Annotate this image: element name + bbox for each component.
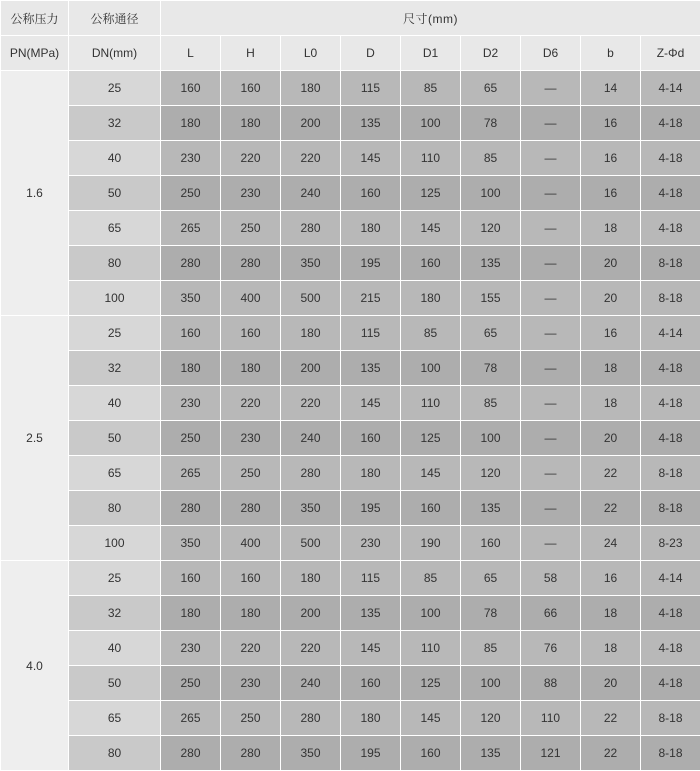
data-cell-Z-Φd: 4-18: [641, 211, 700, 246]
table-row: [1, 456, 700, 491]
data-cell-b: 18: [581, 596, 641, 631]
data-cell-H: 230: [221, 176, 281, 211]
data-cell-b: 16: [581, 176, 641, 211]
data-cell-L0: 280: [281, 456, 341, 491]
header-col-L0: L0: [281, 36, 341, 71]
data-cell-b: 18: [581, 211, 641, 246]
data-cell-b: 16: [581, 561, 641, 596]
data-cell-L0: 280: [281, 701, 341, 736]
table-row: [1, 316, 700, 351]
data-cell-D6: 121: [521, 736, 581, 771]
data-cell-D2: 100: [461, 176, 521, 211]
data-cell-Z-Φd: 8-18: [641, 456, 700, 491]
data-cell-D2: 78: [461, 106, 521, 141]
data-cell-L0: 350: [281, 491, 341, 526]
data-cell-H: 250: [221, 211, 281, 246]
data-cell-D: 230: [341, 526, 401, 561]
data-cell-D6: —: [521, 246, 581, 281]
data-cell-L0: 200: [281, 596, 341, 631]
data-cell-H: 400: [221, 526, 281, 561]
dn-cell: 25: [69, 561, 161, 596]
table-row: [1, 141, 700, 176]
header-col-D2: D2: [461, 36, 521, 71]
data-cell-L: 230: [161, 386, 221, 421]
data-cell-L0: 180: [281, 71, 341, 106]
dn-cell: 25: [69, 71, 161, 106]
data-cell-D: 180: [341, 701, 401, 736]
dn-cell: 50: [69, 666, 161, 701]
data-cell-D2: 78: [461, 351, 521, 386]
data-cell-L0: 200: [281, 106, 341, 141]
data-cell-Z-Φd: 8-18: [641, 736, 700, 771]
data-cell-D1: 100: [401, 106, 461, 141]
table-row: [1, 666, 700, 701]
data-cell-Z-Φd: 4-18: [641, 666, 700, 701]
data-cell-H: 160: [221, 316, 281, 351]
data-cell-L: 280: [161, 736, 221, 771]
table-row: [1, 281, 700, 316]
data-cell-L: 280: [161, 491, 221, 526]
data-cell-D2: 85: [461, 141, 521, 176]
data-cell-L: 180: [161, 351, 221, 386]
data-cell-L: 250: [161, 666, 221, 701]
data-cell-D6: 76: [521, 631, 581, 666]
data-cell-D6: —: [521, 456, 581, 491]
data-cell-D: 160: [341, 176, 401, 211]
data-cell-L: 160: [161, 316, 221, 351]
data-cell-L0: 350: [281, 736, 341, 771]
data-cell-Z-Φd: 8-18: [641, 246, 700, 281]
data-cell-L: 160: [161, 561, 221, 596]
data-cell-D1: 125: [401, 176, 461, 211]
table-row: [1, 491, 700, 526]
data-cell-H: 180: [221, 351, 281, 386]
data-cell-D6: —: [521, 351, 581, 386]
data-cell-H: 220: [221, 631, 281, 666]
data-cell-L: 180: [161, 106, 221, 141]
dn-cell: 80: [69, 491, 161, 526]
dn-cell: 32: [69, 106, 161, 141]
header-pn-label-top: 公称压力: [1, 1, 69, 36]
data-cell-D1: 85: [401, 561, 461, 596]
table-row: [1, 351, 700, 386]
data-cell-D1: 110: [401, 141, 461, 176]
data-cell-L: 350: [161, 526, 221, 561]
data-cell-D1: 100: [401, 351, 461, 386]
data-cell-D2: 65: [461, 71, 521, 106]
table-row: [1, 386, 700, 421]
data-cell-b: 22: [581, 456, 641, 491]
data-cell-D6: —: [521, 526, 581, 561]
data-cell-D1: 85: [401, 316, 461, 351]
data-cell-D2: 135: [461, 246, 521, 281]
data-cell-H: 220: [221, 141, 281, 176]
data-cell-b: 22: [581, 736, 641, 771]
dn-cell: 100: [69, 526, 161, 561]
pn-group-cell: 4.0: [1, 561, 69, 771]
data-cell-D2: 120: [461, 211, 521, 246]
table-row: [1, 71, 700, 106]
dn-cell: 65: [69, 211, 161, 246]
data-cell-D1: 145: [401, 211, 461, 246]
data-cell-b: 20: [581, 421, 641, 456]
data-cell-D: 195: [341, 246, 401, 281]
header-dn-label-top: 公称通径: [69, 1, 161, 36]
data-cell-D: 135: [341, 596, 401, 631]
data-cell-D6: —: [521, 141, 581, 176]
data-cell-b: 22: [581, 491, 641, 526]
data-cell-D2: 100: [461, 666, 521, 701]
header-col-L: L: [161, 36, 221, 71]
data-cell-D2: 78: [461, 596, 521, 631]
data-cell-H: 230: [221, 666, 281, 701]
data-cell-D: 160: [341, 666, 401, 701]
data-cell-D1: 160: [401, 736, 461, 771]
dn-cell: 80: [69, 736, 161, 771]
data-cell-Z-Φd: 4-18: [641, 421, 700, 456]
data-cell-L0: 220: [281, 141, 341, 176]
data-cell-D6: —: [521, 316, 581, 351]
table-row: [1, 526, 700, 561]
data-cell-Z-Φd: 4-18: [641, 386, 700, 421]
dn-cell: 32: [69, 351, 161, 386]
data-cell-H: 160: [221, 71, 281, 106]
data-cell-b: 18: [581, 386, 641, 421]
data-cell-D: 195: [341, 736, 401, 771]
data-cell-H: 280: [221, 736, 281, 771]
data-cell-D6: 66: [521, 596, 581, 631]
data-cell-b: 20: [581, 246, 641, 281]
data-cell-D: 145: [341, 386, 401, 421]
data-cell-Z-Φd: 8-18: [641, 491, 700, 526]
header-row-sub: [1, 36, 700, 71]
data-cell-D: 115: [341, 71, 401, 106]
table-row: [1, 596, 700, 631]
data-cell-D1: 125: [401, 666, 461, 701]
data-cell-L0: 280: [281, 211, 341, 246]
data-cell-D2: 135: [461, 491, 521, 526]
data-cell-D1: 190: [401, 526, 461, 561]
data-cell-D1: 160: [401, 246, 461, 281]
dn-cell: 32: [69, 596, 161, 631]
data-cell-H: 280: [221, 246, 281, 281]
data-cell-L0: 220: [281, 631, 341, 666]
data-cell-D2: 85: [461, 631, 521, 666]
table-row: [1, 211, 700, 246]
header-row-top: [1, 1, 700, 36]
pn-group-cell: 2.5: [1, 316, 69, 561]
data-cell-D6: —: [521, 211, 581, 246]
data-cell-L0: 240: [281, 421, 341, 456]
data-cell-D: 115: [341, 316, 401, 351]
data-cell-D1: 110: [401, 386, 461, 421]
data-cell-Z-Φd: 4-18: [641, 106, 700, 141]
data-cell-L: 250: [161, 176, 221, 211]
data-cell-Z-Φd: 8-23: [641, 526, 700, 561]
table-body: [1, 71, 700, 771]
data-cell-Z-Φd: 8-18: [641, 701, 700, 736]
dn-cell: 40: [69, 141, 161, 176]
header-col-Zd: Z-Φd: [641, 36, 700, 71]
dn-cell: 40: [69, 386, 161, 421]
data-cell-b: 24: [581, 526, 641, 561]
data-cell-b: 18: [581, 351, 641, 386]
table-row: [1, 631, 700, 666]
data-cell-D1: 100: [401, 596, 461, 631]
data-cell-D6: —: [521, 491, 581, 526]
dn-cell: 40: [69, 631, 161, 666]
data-cell-D: 145: [341, 631, 401, 666]
dn-cell: 65: [69, 701, 161, 736]
data-cell-D2: 65: [461, 561, 521, 596]
data-cell-D2: 135: [461, 736, 521, 771]
data-cell-D2: 120: [461, 701, 521, 736]
data-cell-b: 22: [581, 701, 641, 736]
header-dn-unit: DN(mm): [69, 36, 161, 71]
data-cell-D: 180: [341, 456, 401, 491]
data-cell-L: 265: [161, 211, 221, 246]
data-cell-D1: 145: [401, 456, 461, 491]
data-cell-D1: 180: [401, 281, 461, 316]
header-dimensions-label: 尺寸(mm): [161, 1, 700, 36]
dn-cell: 80: [69, 246, 161, 281]
dn-cell: 50: [69, 176, 161, 211]
data-cell-D6: —: [521, 71, 581, 106]
data-cell-D: 145: [341, 141, 401, 176]
data-cell-D6: 58: [521, 561, 581, 596]
data-cell-L: 350: [161, 281, 221, 316]
data-cell-L0: 240: [281, 666, 341, 701]
data-cell-L: 230: [161, 141, 221, 176]
table-row: [1, 106, 700, 141]
data-cell-L: 265: [161, 701, 221, 736]
data-cell-D: 115: [341, 561, 401, 596]
data-cell-D2: 160: [461, 526, 521, 561]
header-col-H: H: [221, 36, 281, 71]
data-cell-Z-Φd: 4-18: [641, 141, 700, 176]
data-cell-Z-Φd: 8-18: [641, 281, 700, 316]
data-cell-D: 195: [341, 491, 401, 526]
data-cell-D1: 85: [401, 71, 461, 106]
data-cell-D: 135: [341, 351, 401, 386]
data-cell-D: 180: [341, 211, 401, 246]
table-row: [1, 176, 700, 211]
data-cell-L0: 180: [281, 316, 341, 351]
table-row: [1, 736, 700, 771]
table-row: [1, 561, 700, 596]
data-cell-H: 400: [221, 281, 281, 316]
data-cell-b: 16: [581, 141, 641, 176]
data-cell-L: 250: [161, 421, 221, 456]
header-col-b: b: [581, 36, 641, 71]
data-cell-L0: 500: [281, 526, 341, 561]
data-cell-D: 215: [341, 281, 401, 316]
data-cell-L0: 500: [281, 281, 341, 316]
data-cell-b: 16: [581, 316, 641, 351]
data-cell-L0: 200: [281, 351, 341, 386]
data-cell-D1: 145: [401, 701, 461, 736]
data-cell-b: 16: [581, 106, 641, 141]
data-cell-H: 250: [221, 701, 281, 736]
pn-group-cell: 1.6: [1, 71, 69, 316]
data-cell-D6: —: [521, 386, 581, 421]
data-cell-D6: —: [521, 176, 581, 211]
data-cell-Z-Φd: 4-18: [641, 176, 700, 211]
data-cell-L0: 350: [281, 246, 341, 281]
data-cell-D2: 85: [461, 386, 521, 421]
data-cell-L: 280: [161, 246, 221, 281]
dn-cell: 65: [69, 456, 161, 491]
table-header: [1, 1, 700, 71]
data-cell-Z-Φd: 4-18: [641, 596, 700, 631]
table-row: [1, 421, 700, 456]
dn-cell: 25: [69, 316, 161, 351]
header-col-D6: D6: [521, 36, 581, 71]
data-cell-L: 230: [161, 631, 221, 666]
data-cell-L0: 180: [281, 561, 341, 596]
header-pn-unit: PN(MPa): [1, 36, 69, 71]
data-cell-H: 180: [221, 596, 281, 631]
data-cell-D1: 110: [401, 631, 461, 666]
data-cell-H: 180: [221, 106, 281, 141]
header-col-D1: D1: [401, 36, 461, 71]
data-cell-L0: 240: [281, 176, 341, 211]
data-cell-D2: 155: [461, 281, 521, 316]
data-cell-H: 220: [221, 386, 281, 421]
data-cell-b: 20: [581, 666, 641, 701]
data-cell-D6: —: [521, 106, 581, 141]
data-cell-H: 250: [221, 456, 281, 491]
data-cell-H: 230: [221, 421, 281, 456]
dn-cell: 50: [69, 421, 161, 456]
data-cell-D2: 65: [461, 316, 521, 351]
data-cell-D1: 160: [401, 491, 461, 526]
data-cell-L: 160: [161, 71, 221, 106]
data-cell-L0: 220: [281, 386, 341, 421]
data-cell-L: 180: [161, 596, 221, 631]
data-cell-Z-Φd: 4-14: [641, 71, 700, 106]
data-cell-D: 160: [341, 421, 401, 456]
data-cell-H: 160: [221, 561, 281, 596]
data-cell-D: 135: [341, 106, 401, 141]
data-cell-D2: 100: [461, 421, 521, 456]
data-cell-b: 14: [581, 71, 641, 106]
data-cell-b: 20: [581, 281, 641, 316]
data-cell-D6: 110: [521, 701, 581, 736]
data-cell-D1: 125: [401, 421, 461, 456]
data-cell-D6: —: [521, 421, 581, 456]
data-cell-H: 280: [221, 491, 281, 526]
table-row: [1, 701, 700, 736]
data-cell-D6: —: [521, 281, 581, 316]
data-cell-Z-Φd: 4-18: [641, 631, 700, 666]
data-cell-D2: 120: [461, 456, 521, 491]
data-cell-D6: 88: [521, 666, 581, 701]
data-cell-b: 18: [581, 631, 641, 666]
data-cell-L: 265: [161, 456, 221, 491]
data-cell-Z-Φd: 4-14: [641, 561, 700, 596]
table-row: [1, 246, 700, 281]
dn-cell: 100: [69, 281, 161, 316]
header-col-D: D: [341, 36, 401, 71]
data-cell-Z-Φd: 4-14: [641, 316, 700, 351]
data-cell-Z-Φd: 4-18: [641, 351, 700, 386]
